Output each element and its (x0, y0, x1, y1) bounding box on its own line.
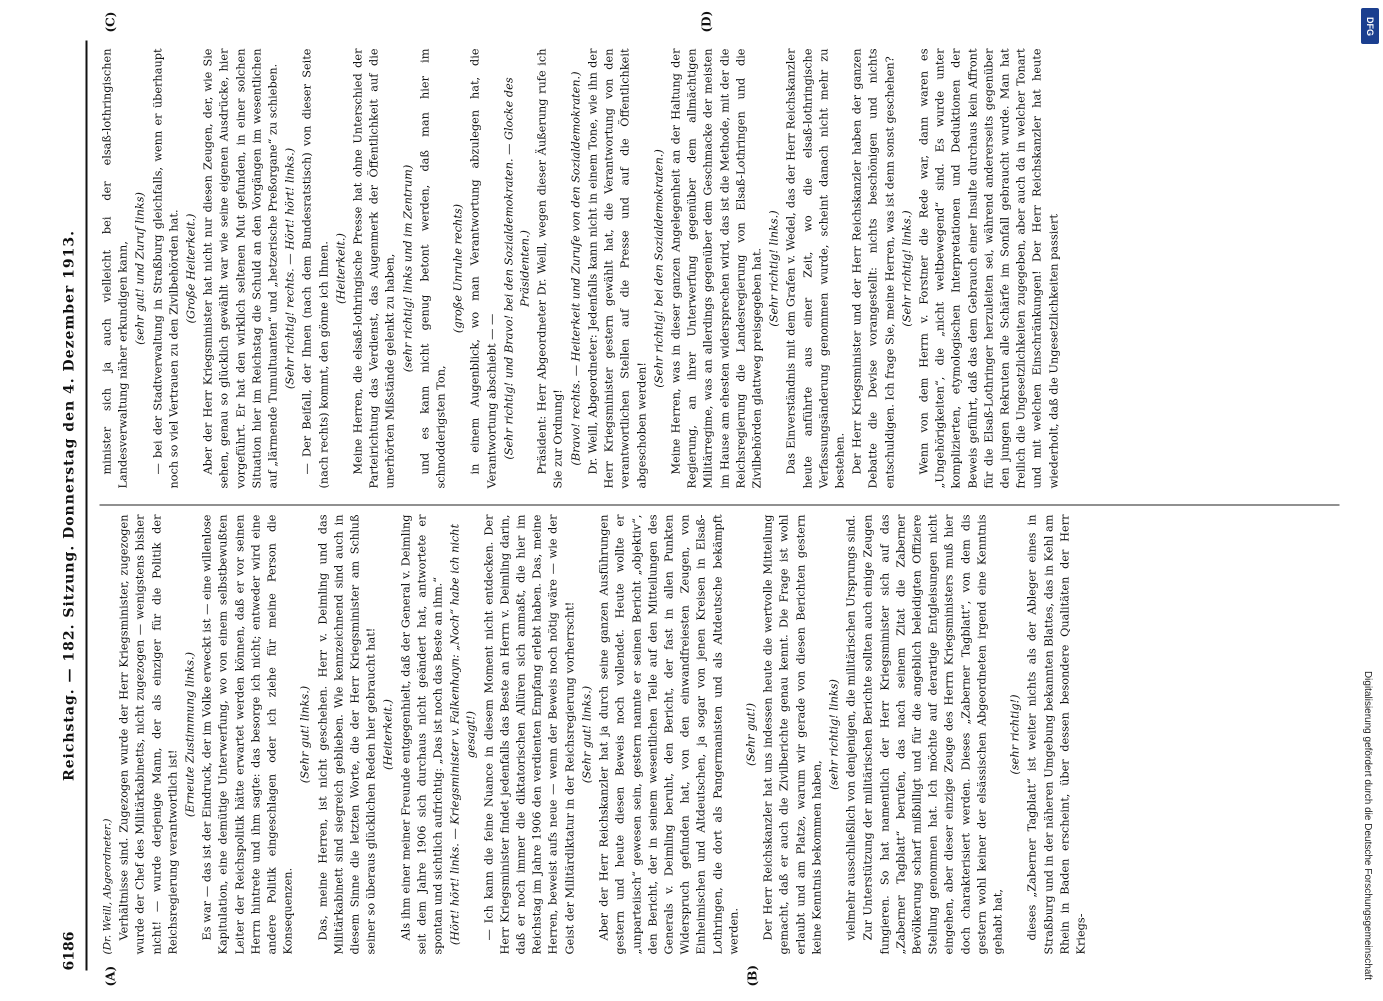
interjection: (Sehr richtig! bei den Sozialdemokraten.) (652, 149, 666, 388)
paragraph: Aber der Herr Kriegsminister hat nicht nur diesen Zeugen, der, wie Sie sehen, genau so glücklich gewählt war wie seine eigenen Ausdrücke, hier vorgeführt. Er hat den wirklich seltenen Mut gefunden, in einer solchen Situation hier im Reichstag die Schuld an den Vorgängen im wesentlichen auf „lärmende Tumultuanten“ und „hetzerische Preßorgane“ zu schieben. (201, 48, 280, 489)
column-divider (100, 505, 1340, 506)
paragraph: Es war — das ist der Eindruck, der im Volke erweckt ist — eine willenlose Kapitulation, eine demütige Unterwerfung, wo von einem selbstbewußten Leiter der Reichspolitik hätte erwartet werden können, daß er vor seinen Herrn hintrete und ihm sagte: das besorge ich nicht; entweder wird eine andere Politik eingeschlagen oder ich ziehe für meine Person die Konsequenzen. (200, 514, 295, 955)
paragraph: Zur Unterstützung der militärischen Berichte sollten auch einige Zeugen fungieren. So hat namentlich der Herr Kriegsminister sich auf das „Zaberner Tagblatt“ berufen, das nach seinem Zitat die Zaberner Bevölkerung scharf mißbilligt und für die angeblich beleidigten Offiziere Stellung genommen hat. Ich möchte auf derartige Entgleisungen nicht eingehen, aber dieser einzige Zeuge des Herrn Kriegsministers muß hier doch charakterisiert werden. Dieses „Zaberner Tagblatt“, von dem dis gestern wohl keiner der elsässischen Abgeordneten irgend eine Kenntnis gehabt hat, (861, 514, 1005, 955)
interjection: (große Unruhe rechts) (451, 203, 465, 334)
margin-marker-c: (C) (103, 11, 118, 33)
paragraph: Präsident: Herr Abgeordneter Dr. Weill, wegen dieser Äußerung rufe ich Sie zur Ordnung! (535, 48, 565, 489)
interjection: (Sehr gut! links.) (298, 685, 312, 784)
interjection: (Hört! hört! links. — Kriegsminister v. Falkenhayn: „Noch“ habe ich nicht gesagt!) (448, 523, 478, 946)
paragraph: Meine Herren, die elsaß-lothringische Presse hat ohne Unterschied der Parteirichtung das Verdienst, das Augenmerk der Öffentlichkeit auf die unerhörten Mißstände gelenkt zu haben, (351, 48, 397, 489)
interjection: (Erneute Zustimmung links.) (183, 651, 197, 818)
paragraph: Verhältnisse sind. Zugezogen wurde der Herr Kriegsminister, zugezogen wurde der Chef des Militärkabinetts, nicht zugezogen — wenigstens bisher nicht! — wurde derjenige Mann, der als einziger für die Politik der Reichsregierung verantwortlich ist! (117, 514, 180, 955)
margin-marker-b: (B) (745, 965, 760, 987)
paragraph: Das, meine Herren, ist nicht geschehen. Herr v. Deimling und das Militärkabinett sind siegreich geblieben. Wie kennzeichnend sind auch in diesem Sinne die letzten Worte, die der Herr Kriegsminister am Schluß seiner so überaus glücklichen Reden hier gebraucht hat! (316, 514, 378, 955)
margin-marker-d: (D) (699, 10, 714, 33)
paragraph: Wenn von dem Herrn v. Forstner die Rede war, dann waren es „Ungehörigkeiten“, die „nicht weltbewegend“ sind. Es wurde unter komplizierten, etymologischen Interpretationen und Deduktionen der Beweis geführt, daß das dem Gebrauch einer Insulte durchaus kein Affront für die Elsaß-Lothringer herzuleiten sei, während andererseits gegenüber den jungen Rekruten alle Schärfe im Sonfall gebraucht wurde. Man hat freilich die Ungesetzlichkeiten zugegeben, aber auch da in welcher Tonart und mit welchen Einschränkungen! Der Herr Reichskanzler hat heute wiederholt, daß die Ungesetzlichkeiten passiert (917, 48, 1061, 489)
header-rule (86, 41, 88, 971)
interjection: (Große Heiterkeit.) (184, 213, 198, 324)
paragraph: in einem Augenblick, wo man Verantwortung abzulegen hat, die Verantwortung abschiebt — — (468, 48, 499, 489)
interjection: (Sehr richtig! links.) (767, 210, 781, 327)
interjection: (Sehr richtig! links.) (900, 210, 914, 327)
paragraph: Dr. Weill, Abgeordneter: Jedenfalls kann nicht in einem Tone, wie ihn der Herr Kriegsminister gestern gewählt hat, die Verantwortung von den verantwortlichen Stellen auf die Presse und auf die Öffentlichkeit abgeschoben werden! (586, 48, 648, 489)
paragraph: — Ich kann die feine Nuance in diesem Moment nicht entdecken. Der Herr Kriegsminister findet jedenfalls das Beste an Herrn v. Deimling darin, daß er noch immer die diktatorischen Allüren sich anmaßt, die hier im Reichstag im Jahre 1906 den verdienten Empfang erlebt haben. Das, meine Herren, beweist aufs neue — wenn der Beweis noch nötig wäre — wie der Geist der Militärdiktatur in der Reichsregierung vorherrscht! (482, 514, 577, 955)
paragraph: und es kann nicht genug betont werden, daß man hier im schnodderigsten Ton, (418, 48, 448, 489)
paragraph: minister sich ja auch vielleicht bei der elsaß-lothringischen Landesverwaltung näher erkundigen kann, (100, 48, 130, 489)
paragraph: dieses „Zaberner Tagblatt“ ist weiter nichts als der Ableger eines in Straßburg und in der näheren Umgebung bekannten Blattes, das in Kehl am Rhein in Baden erscheint, über dessen besondere Qualitäten der Herr Kriegs- (1025, 514, 1088, 955)
speaker-note: (Dr. Weill, Abgeordneter.) (101, 818, 114, 955)
side-credit (1357, 20, 1377, 980)
digitization-credit-text: Digitalisierung gefördert durch die Deutsche Forschungsgemeinschaft (1362, 670, 1373, 980)
paragraph: Aber der Herr Reichskanzler hat ja durch seine ganzen Ausführungen gestern und heute diesen Beweis noch vollendet. Heute wollte er „unparteiisch“ gewesen sein, gestern nannte er seinen Bericht „objektiv“, den Bericht, der in seinem wesentlichen Teile auf den Mitteilungen des Generals v. Deimling beruht, den Bericht, der fast in allen Punkten Widerspruch gefunden hat, von den einwandfreiesten Zeugen, von Einheimischen und Altdeutschen, ja sogar von jenen Kreisen in Elsaß-Lothringen, die dort als Pangermanisten und als Altdeutsche bekämpft werden. (597, 514, 741, 955)
interjection: (Bravo! rechts. — Heiterkeit und Zurufe von den Sozialdemokraten.) (569, 71, 583, 466)
interjection: (sehr gut! und Zuruf links) (133, 192, 147, 345)
paragraph: vielmehr ausschließlich von denjenigen, die militärischen Ursprungs sind. (844, 514, 858, 941)
page-title: Reichstag. — 182. Sitzung. Donnerstag den 4. Dezember 1913. (61, 229, 78, 782)
interjection: (Heiterkeit.) (381, 699, 395, 770)
interjection: (Sehr richtig! rechts. — Hört! hört! links.) (283, 147, 297, 390)
interjection: (Sehr gut! links.) (580, 685, 594, 784)
paragraph: Meine Herren, was in dieser ganzen Angelegenheit an der Haltung der Regierung, an ihrer Unterwerfung gegenüber dem allmächtigen Militärregime, was an allerdings gegenüber dem Geschmacke der meisten im Hause am ehesten widersprechen wird, das ist die Methode, mit der die Reichsregierung die Landesregierung von Elsaß-Lothringen und die Zivilbehörden glattweg preisgegeben hat. (669, 48, 764, 489)
interjection: (sehr richtig!) (1008, 694, 1022, 775)
interjection: (sehr richtig! links und im Zentrum) (401, 164, 415, 373)
rotated-scan (0, 1, 1383, 1001)
interjection: (Heiterkeit.) (334, 233, 348, 304)
text-column-right (100, 49, 1350, 489)
text-column-left (100, 515, 1350, 955)
paragraph: Das Einverständnis mit dem Grafen v. Wedel, das der Herr Reichskanzler heute anführte aus einer Zeit, wo die elsaß-lothringische Verfassungsänderung genommen wurde, scheint danach nicht mehr zu bestehen. (784, 48, 847, 489)
page-header (62, 41, 84, 971)
paragraph: Der Herr Kriegsminister und der Herr Reichskanzler haben der ganzen Debatte die Devise vorangestellt: nichts beschönigen und nichts entschuldigen. Ich frage Sie, meine Herren, was ist denn sonst geschehen? (850, 48, 897, 489)
paragraph: Der Herr Reichskanzler hat uns indessen heute die wertvolle Mitteilung gemacht, daß er auch die Zivilberichte genau kennt. Die Frage ist wohl erlaubt und am Platze, warum wir gerade von diesen Berichten gestern keine Kenntnis bekommen haben, (761, 514, 824, 955)
interjection: (sehr richtig! links) (827, 679, 841, 790)
paragraph: — Der Beifall, der Ihnen (nach dem Bundesratstisch) von dieser Seite (nach rechts) kommt, den gönne ich Ihnen. (300, 48, 331, 489)
interjection: (Sehr gut!) (744, 702, 758, 767)
page-number: 6186 (61, 931, 78, 971)
paragraph: — bei der Stadtverwaltung in Straßburg gleichfalls, wenn er überhaupt noch so viel Vertrauen zu den Zivilbehörden hat. (151, 48, 181, 489)
margin-marker-a: (A) (103, 965, 118, 987)
paragraph: Als ihm einer meiner Freunde entgegenhielt, daß der General v. Deimling seit dem Jahre 1906 sich durchaus nicht geändert hat, antwortete er spontan und sichtlich aufrichtig: „Das ist noch das Beste an ihm.“ (399, 514, 445, 955)
dfg-logo: DFG (1361, 8, 1379, 44)
interjection: (Sehr richtig! und Bravo! bei den Sozialdemokraten. — Glocke des Präsidenten.) (502, 77, 532, 460)
